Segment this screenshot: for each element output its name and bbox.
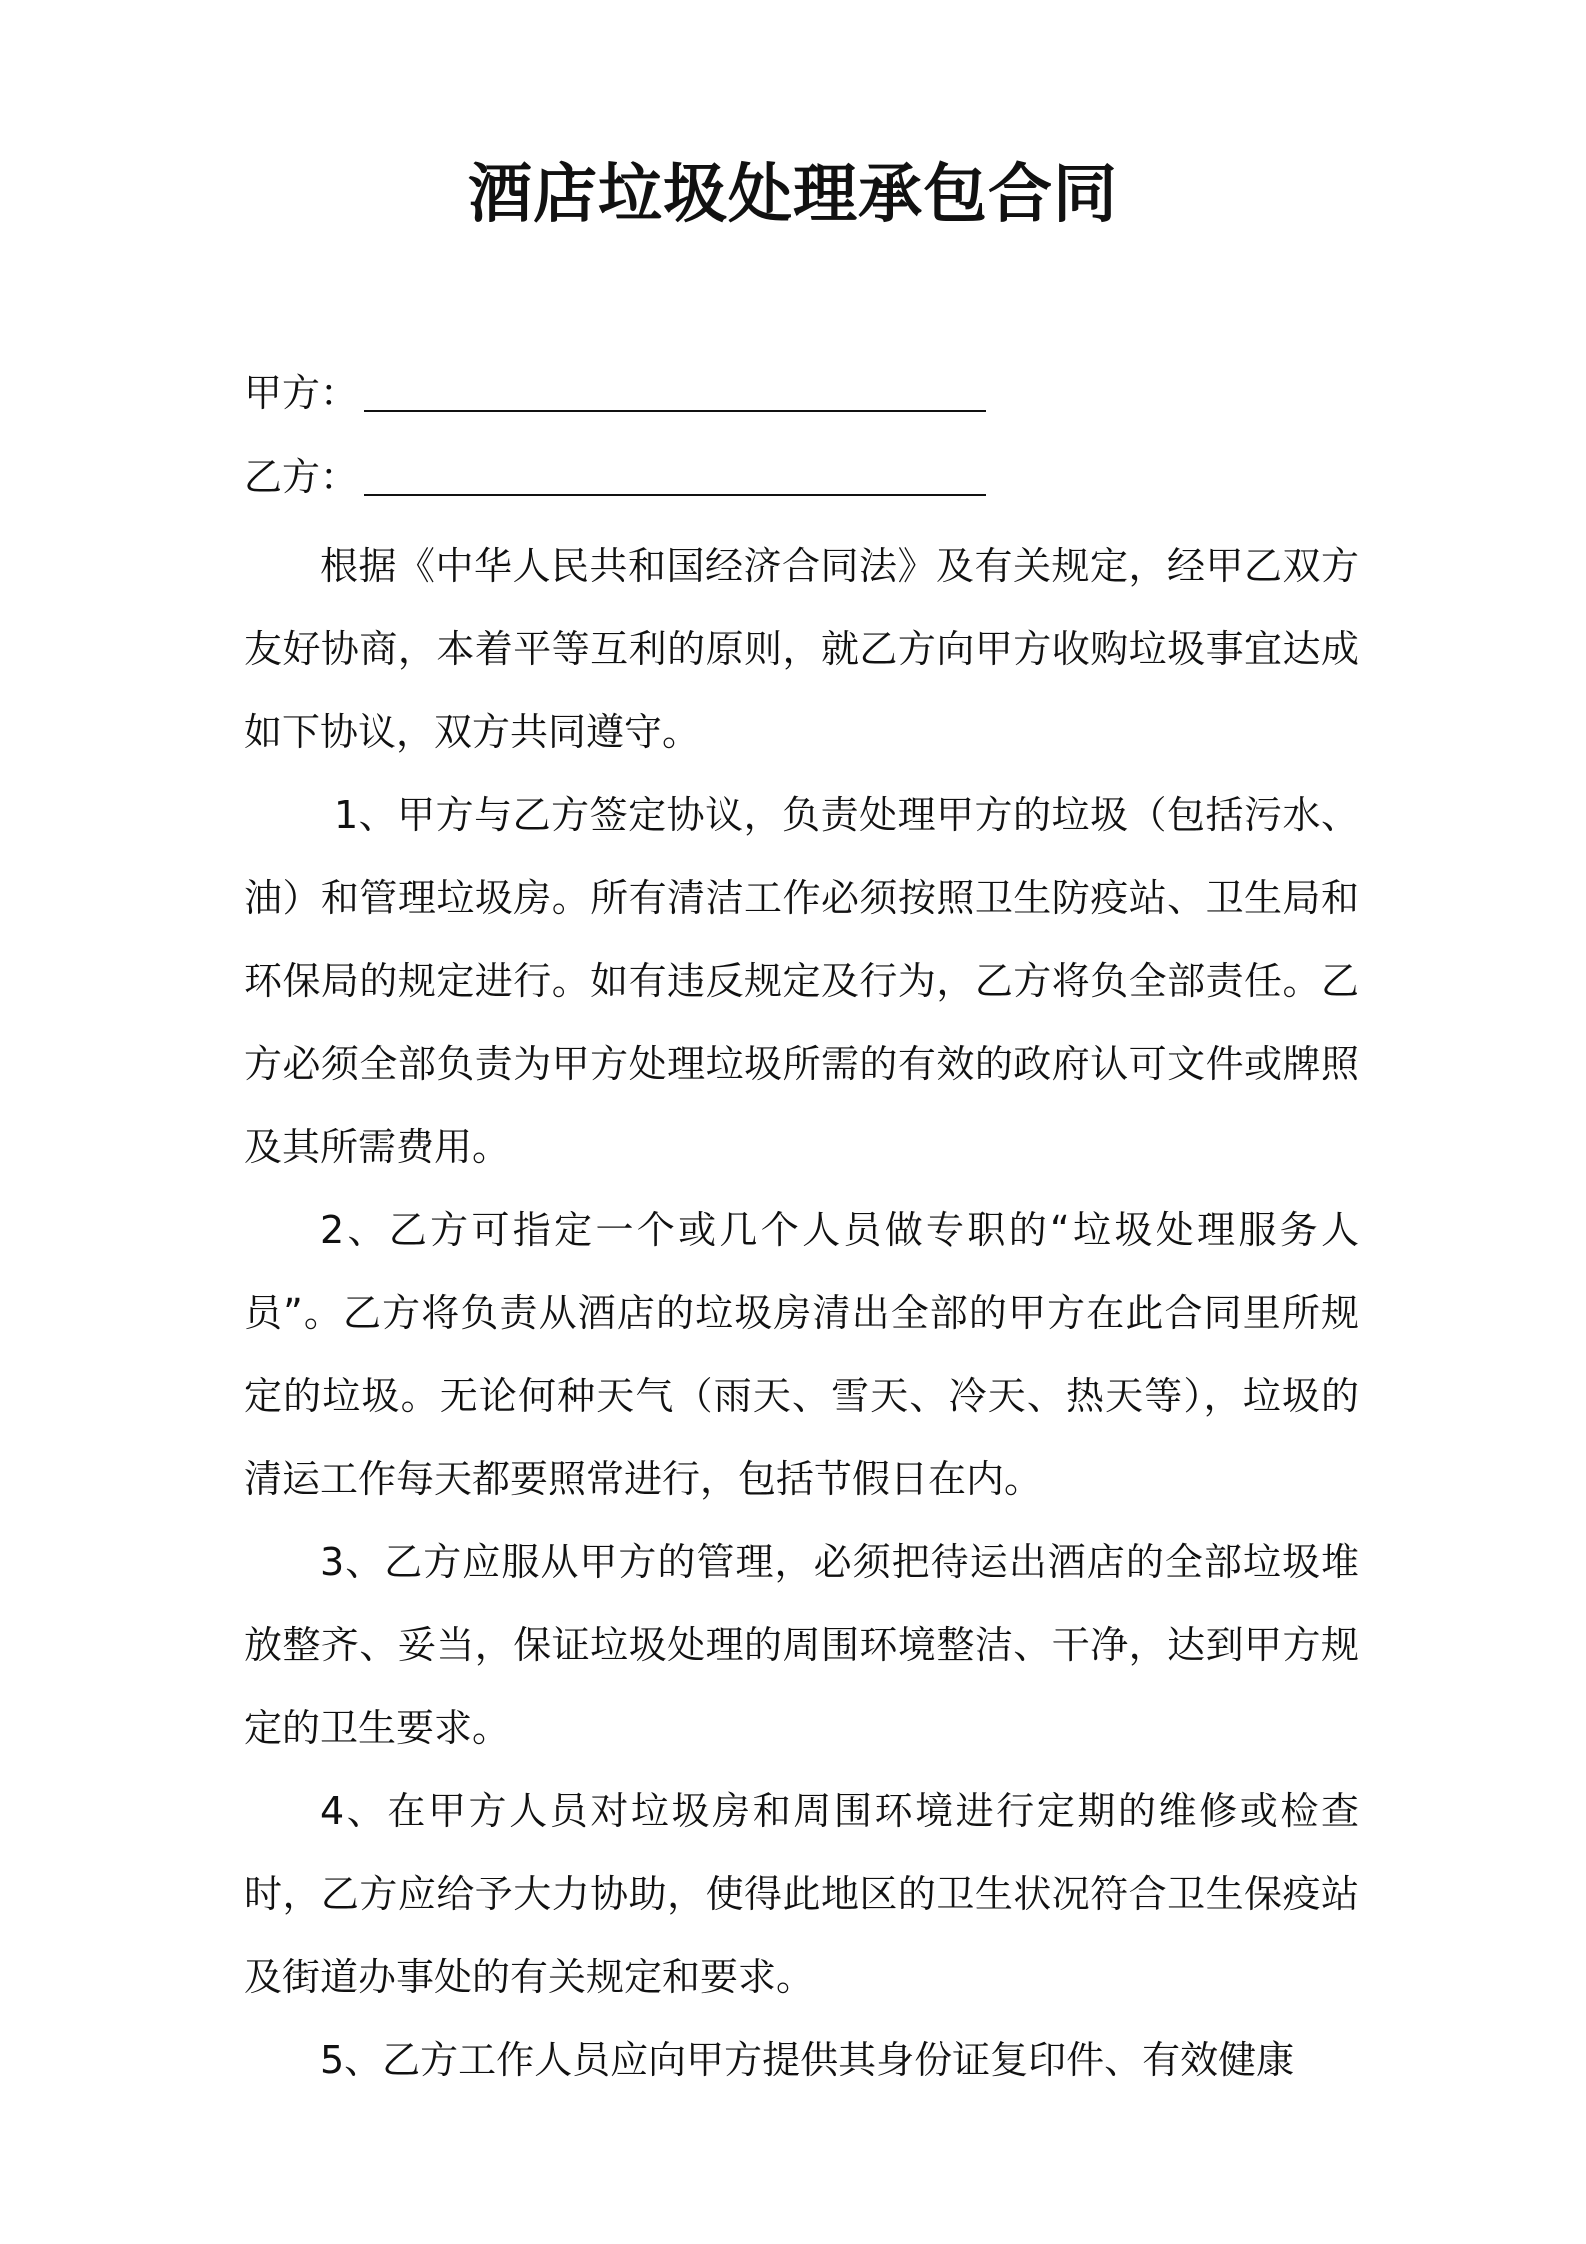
party-a-blank [364,368,986,412]
clause-paragraph: 5、乙方工作人员应向甲方提供其身份证复印件、有效健康 [320,2038,1295,2082]
clause-paragraph: 2、乙方可指定一个或几个人员做专职的“垃圾处理服务人员”。乙方将负责从酒店的垃圾房清出全部的甲方在此合同里所规定的垃圾。无论何种天气（雨天、雪天、冷天、热天等），垃圾的清运工作每天都要照常进行，包括节假日在内。 [244,1208,1359,1501]
party-a-line [244,368,986,418]
intro-paragraph: 根据《中华人民共和国经济合同法》及有关规定，经甲乙双方友好协商，本着平等互利的原则，就乙方向甲方收购垃圾事宜达成如下协议，双方共同遵守。 [244,544,1359,754]
party-b-blank [364,452,986,496]
party-b-label: 乙方： [244,455,359,499]
party-a-label: 甲方： [244,371,359,415]
clause-paragraph: 4、在甲方人员对垃圾房和周围环境进行定期的维修或检查时，乙方应给予大力协助，使得此地区的卫生状况符合卫生保疫站及街道办事处的有关规定和要求。 [244,1789,1359,1999]
contract-title: 酒店垃圾处理承包合同 [468,158,1118,232]
clause-paragraph: 1、甲方与乙方签定协议，负责处理甲方的垃圾（包括污水、油）和管理垃圾房。所有清洁工作必须按照卫生防疫站、卫生局和环保局的规定进行。如有违反规定及行为，乙方将负全部责任。乙方必须全部负责为甲方处理垃圾所需的有效的政府认可文件或牌照及其所需费用。 [244,793,1359,1169]
clause-paragraph: 3、乙方应服从甲方的管理，必须把待运出酒店的全部垃圾堆放整齐、妥当，保证垃圾处理的周围环境整洁、干净，达到甲方规定的卫生要求。 [244,1540,1359,1750]
party-b-line [244,452,986,502]
contract-body [244,525,1359,2102]
